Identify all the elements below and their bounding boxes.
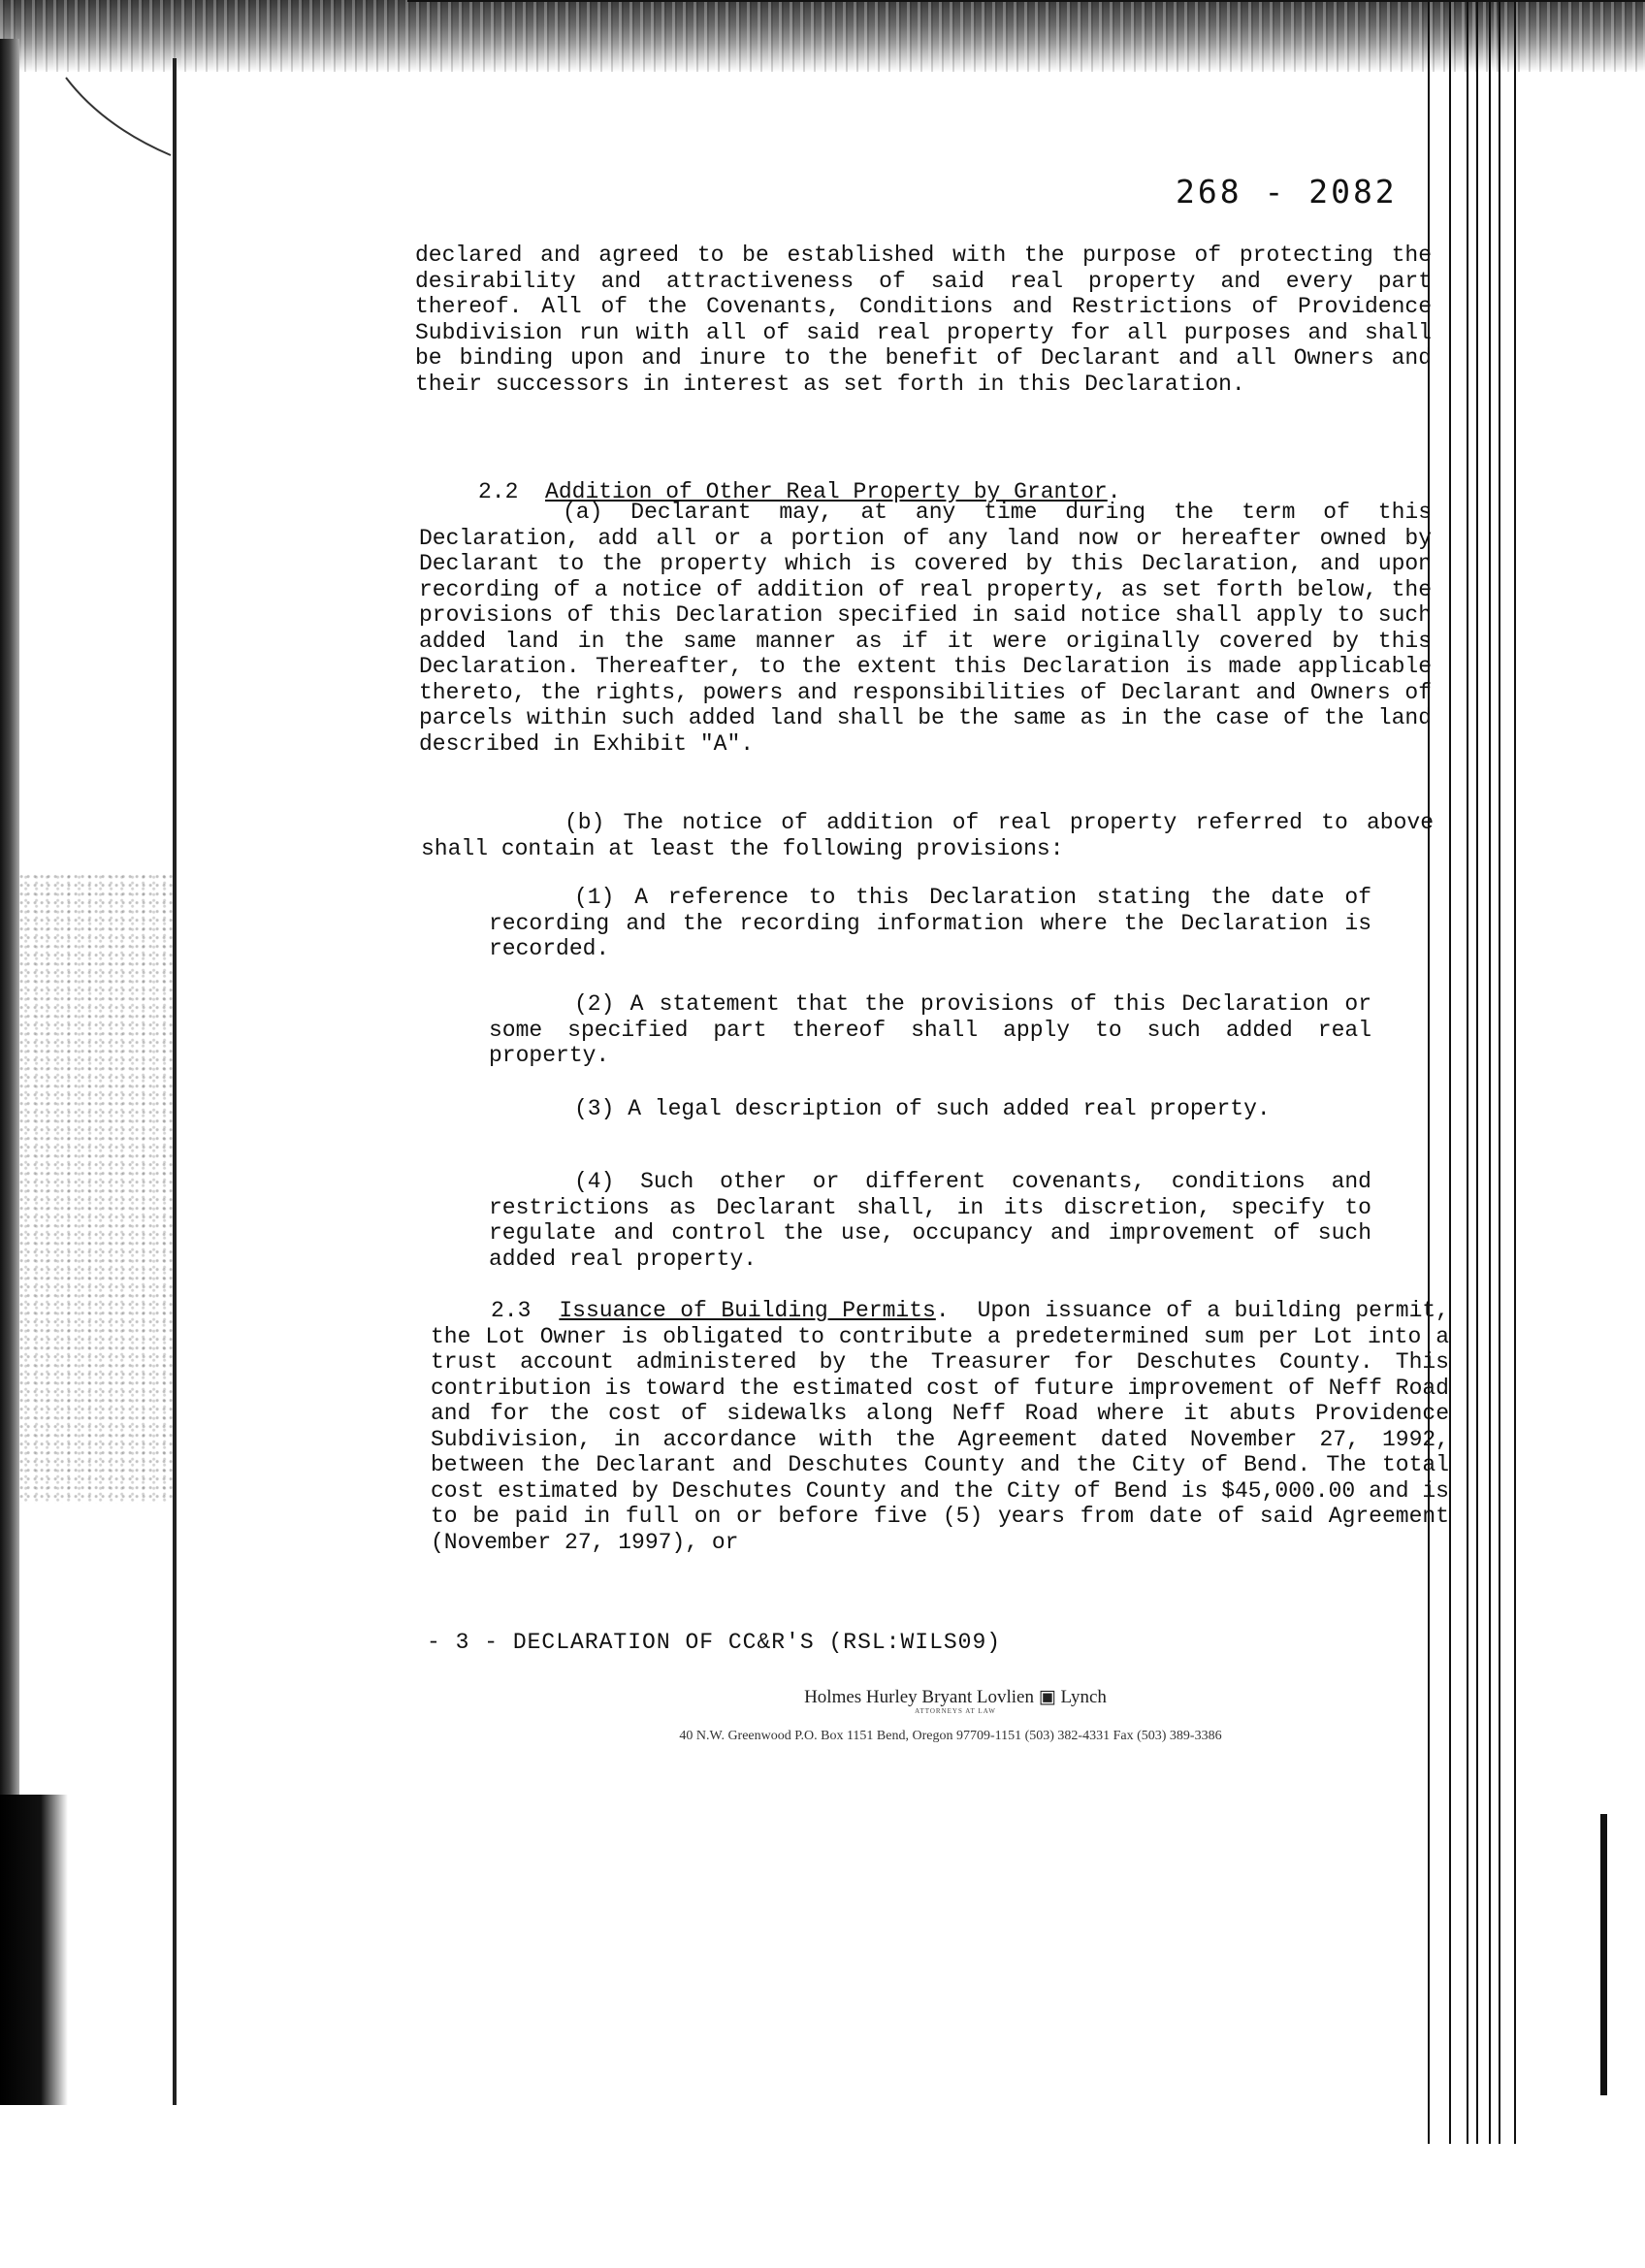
list-item-4: (4) Such other or different covenants, conditions and restrictions as Declarant shall, in its discretion, specify to regulate and control the use, occupancy and improvement of such added real property.: [489, 1169, 1371, 1272]
scan-right-rule: [1514, 0, 1516, 2144]
scan-right-rule: [1499, 0, 1500, 2144]
section-2-2-a: (a) Declarant may, at any time during the term of this Declaration, add all or a portion of any land now or hereafter owned by Declarant to the property which is covered by this Declaration, and upon recording of a notice of addition of real property, as set forth below, the provisions of this Declaration specified in said notice shall apply to such added land in the same manner as if it were originally covered by this Declaration. Thereafter, to the extent this Declaration is made applicable thereto, the rights, powers and responsibilities of Declarant and Owners of parcels within such added land shall be the same as in the case of the land described in Exhibit "A".: [419, 500, 1432, 757]
page-number: 268 - 2082: [1176, 173, 1398, 211]
firm-address: 40 N.W. Greenwood P.O. Box 1151 Bend, Oregon 97709-1151 (503) 382-4331 Fax (503) 389-3386: [679, 1729, 1222, 1743]
scan-right-rule: [1489, 0, 1491, 2144]
scan-left-edge-dark: [0, 1795, 68, 2105]
section-title: Addition of Other Real Property by Grantor: [545, 478, 1108, 504]
scan-right-rule: [1467, 0, 1468, 2144]
scan-right-block: [1600, 1814, 1607, 2095]
section-2-3: 2.3 Issuance of Building Permits. Upon issuance of a building permit, the Lot Owner is obligated to contribute a predetermined sum per Lot into a trust account administered by the Treasurer for Deschutes County. This contribution is toward the estimated cost of future improvement of Neff Road and for the cost of sidewalks along Neff Road where it abuts Providence Subdivision, in accordance with the Agreement dated November 27, 1992, between the Declarant and Deschutes County and the City of Bend. The total cost estimated by Deschutes County and the City of Bend is $45,000.00 and is to be paid in full on or before five (5) years from date of said Agreement (November 27, 1997), or: [431, 1298, 1449, 1555]
scan-right-rule: [1476, 0, 1478, 2144]
scan-top-band: [0, 0, 1645, 72]
list-item-2: (2) A statement that the provisions of this Declaration or some specified part thereof shall apply to such added real property.: [489, 991, 1371, 1068]
scan-top-line: [407, 0, 1645, 2]
firm-name: Holmes Hurley Bryant Lovlien ▣ Lynch: [804, 1687, 1107, 1707]
page-footer: - 3 - DECLARATION OF CC&R'S (RSL:WILS09): [427, 1630, 1002, 1655]
firm-subtitle: ATTORNEYS AT LAW: [915, 1707, 996, 1715]
page-curl-mark: [64, 68, 180, 165]
scan-right-rule: [1449, 0, 1451, 2144]
list-item-3: (3) A legal description of such added real property.: [574, 1096, 1271, 1121]
section-number: 2.2: [478, 478, 519, 504]
list-item-1: (1) A reference to this Declaration stating the date of recording and the recording information where the Declaration is recorded.: [489, 885, 1371, 961]
section-body: Upon issuance of a building permit, the Lot Owner is obligated to contribute a predetermined sum per Lot into a trust account administered by the Treasurer for Deschutes County. This contribution is toward the estimated cost of future improvement of Neff Road and for the cost of sidewalks along Neff Road where it abuts Providence Subdivision, in accordance with the Agreement dated November 27, 1992, between the Declarant and Deschutes County and the City of Bend. The total cost estimated by Deschutes County and the City of Bend is $45,000.00 and is to be paid in full on or before five (5) years from date of said Agreement (November 27, 1997), or: [431, 1298, 1449, 1555]
scan-left-rule: [173, 58, 177, 2105]
section-title: Issuance of Building Permits: [559, 1298, 936, 1323]
intro-paragraph: declared and agreed to be established with the purpose of protecting the desirability and attractiveness of said real property and every part thereof. All of the Covenants, Conditions and Restrictions of Providence Subdivision run with all of said real property for all purposes and shall be binding upon and inure to the benefit of Declarant and all Owners and their successors in interest as set forth in this Declaration.: [415, 243, 1432, 397]
section-number: 2.3: [491, 1298, 532, 1323]
section-2-2-b: (b) The notice of addition of real property referred to above shall contain at least the following provisions:: [421, 810, 1434, 861]
section-2-2-heading: 2.2 Addition of Other Real Property by Grantor.: [478, 478, 1121, 504]
scan-speckle: [19, 873, 175, 1504]
